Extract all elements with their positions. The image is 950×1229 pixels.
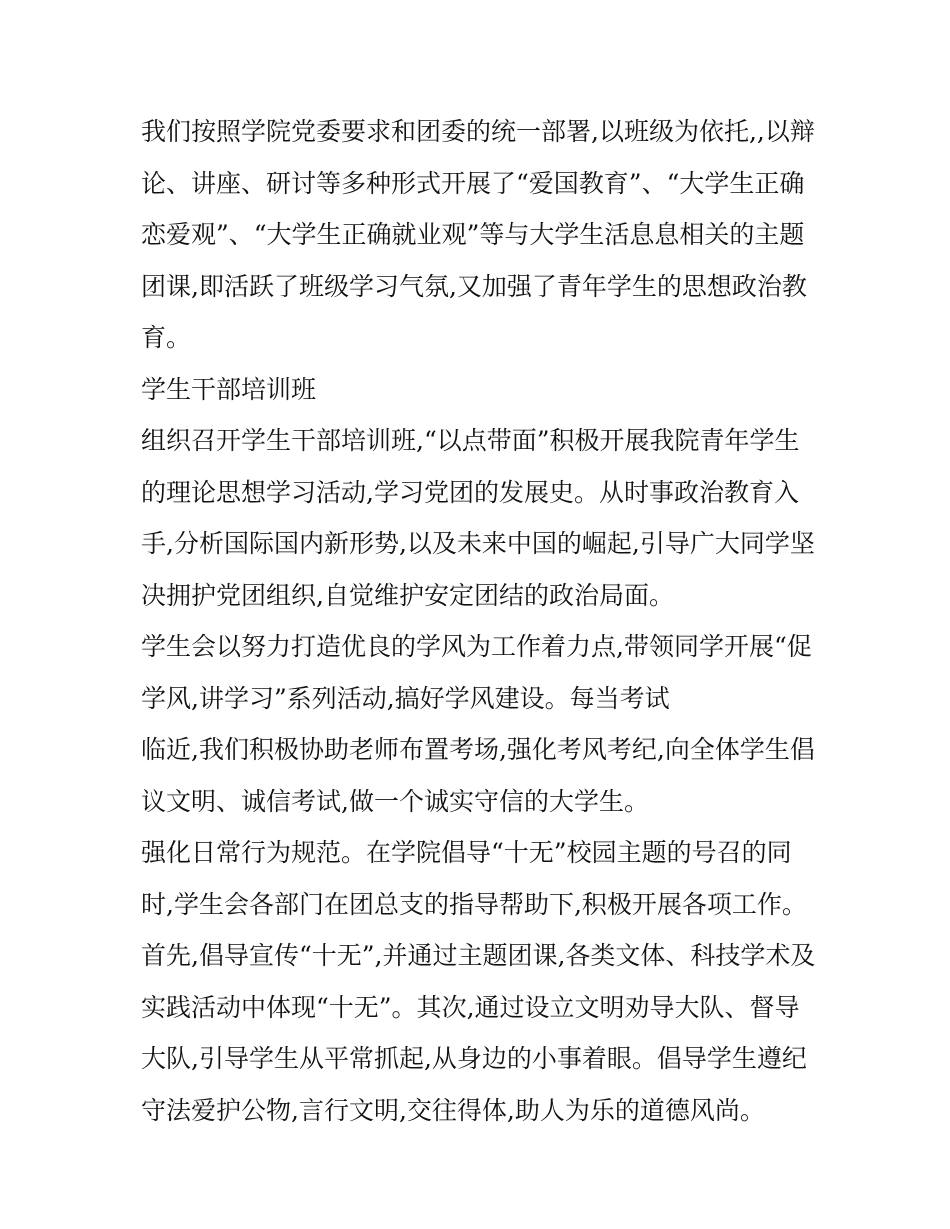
text-line-3: 恋爱观”、“大学生正确就业观”等与大学生活息息相关的主题 [141,220,805,249]
text-line-16: 时,学生会各部门在团总支的指导帮助下,积极开展各项工作。 [141,889,807,919]
text-line-10: 决拥护党团组织,自觉维护安定团结的政治局面。 [141,580,674,610]
text-line-12: 学风,讲学习”系列活动,搞好学风建设。每当考试 [141,683,670,713]
body-text [141,106,821,1136]
text-line-2: 论、讲座、研讨等多种形式开展了“爱国教育”、“大学生正确 [141,168,805,198]
text-line-8: 的理论思想学习活动,学习党团的发展史。从时事政治教育入 [141,477,799,507]
text-line-17: 首先,倡导宣传“十无”,并通过主题团课,各类文体、科技学术及 [141,941,816,970]
text-line-5: 育。 [141,323,192,352]
text-line-19: 大队,引导学生从平常抓起,从身边的小事着眼。倡导学生遵纪 [141,1044,807,1073]
text-line-4: 团课,即活跃了班级学习气氛,又加强了青年学生的思想政治教 [141,271,807,301]
text-line-9: 手,分析国际国内新形势,以及未来中国的崛起,引导广大同学坚 [141,529,815,558]
text-line-14: 议文明、诚信考试,做一个诚实守信的大学生。 [141,786,649,816]
text-line-13: 临近,我们积极协助老师布置考场,强化考风考纪,向全体学生倡 [141,735,815,764]
text-line-20: 守法爱护公物,言行文明,交往得体,助人为乐的道德风尚。 [141,1095,765,1125]
section-heading: 学生干部培训班 [141,374,317,404]
text-line-18: 实践活动中体现“十无”。其次,通过设立文明劝导大队、督导 [141,992,800,1022]
text-line-15: 强化日常行为规范。在学院倡导“十无”校园主题的号召的同 [141,838,792,867]
text-line-1: 我们按照学院党委要求和团委的统一部署,以班级为依托,,以辩 [141,117,815,146]
text-line-7: 组织召开学生干部培训班,“以点带面”积极开展我院青年学生 [141,426,800,455]
text-line-11: 学生会以努力打造优良的学风为工作着力点,带领同学开展“促 [141,632,812,661]
